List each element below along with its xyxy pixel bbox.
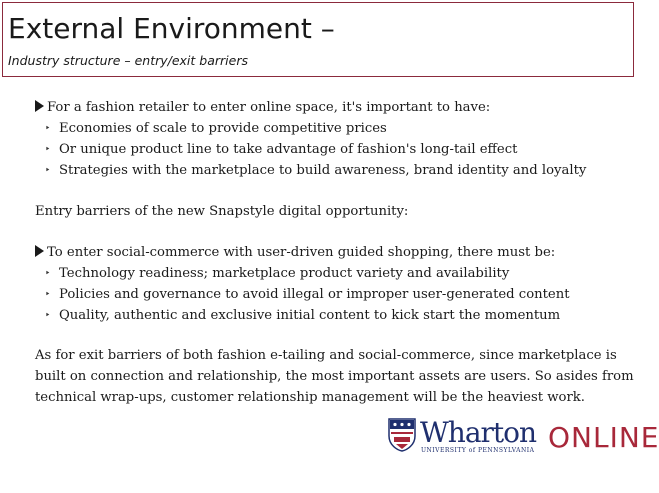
- paragraph-line: As for exit barriers of both fashion e-tailing and social-commerce, since marketplace is: [35, 348, 617, 363]
- wharton-wordmark: Wharton: [420, 416, 537, 449]
- online-wordmark: ONLINE: [548, 421, 659, 454]
- sub-bullet-text: Policies and governance to avoid illegal or improper user-generated content: [59, 287, 570, 302]
- arrow-bullet-icon: [35, 100, 44, 112]
- sub-bullet-text: Technology readiness; marketplace product variety and availability: [59, 266, 510, 281]
- sub-bullet-icon: ‣: [45, 269, 51, 279]
- sub-bullet-icon: ‣: [45, 124, 51, 134]
- university-wordmark: UNIVERSITY of PENNSYLVANIA: [421, 447, 535, 454]
- title-box: [2, 2, 634, 77]
- paragraph: Entry barriers of the new Snapstyle digital opportunity:: [35, 204, 409, 219]
- sub-bullet-text: Quality, authentic and exclusive initial content to kick start the momentum: [59, 308, 561, 323]
- bullet-item: [35, 245, 555, 260]
- sub-bullet-item: [45, 121, 387, 136]
- wharton-online-logo: [388, 416, 659, 458]
- sub-bullet-item: [45, 142, 517, 157]
- bullet-item: [35, 100, 490, 115]
- sub-bullet-icon: ‣: [45, 166, 51, 176]
- sub-bullet-item: [45, 163, 586, 178]
- penn-shield-icon: [388, 418, 416, 452]
- slide-title: External Environment –: [8, 12, 335, 45]
- arrow-bullet-icon: [35, 245, 44, 257]
- sub-bullet-item: [45, 266, 509, 281]
- bullet-text: To enter social-commerce with user-driven guided shopping, there must be:: [47, 245, 556, 260]
- paragraph-line: technical wrap-ups, customer relationship management will be the heaviest work.: [35, 390, 585, 405]
- sub-bullet-text: Or unique product line to take advantage of fashion's long-tail effect: [59, 142, 518, 157]
- sub-bullet-item: [45, 308, 560, 323]
- bullet-text: For a fashion retailer to enter online space, it's important to have:: [47, 100, 491, 115]
- sub-bullet-text: Strategies with the marketplace to build awareness, brand identity and loyalty: [59, 163, 587, 178]
- sub-bullet-text: Economies of scale to provide competitive prices: [59, 121, 387, 136]
- sub-bullet-icon: ‣: [45, 290, 51, 300]
- sub-bullet-item: [45, 287, 570, 302]
- sub-bullet-icon: ‣: [45, 311, 51, 321]
- sub-bullet-icon: ‣: [45, 145, 51, 155]
- paragraph-line: built on connection and relationship, the most important assets are users. So asides from: [35, 369, 634, 384]
- slide-subtitle: Industry structure – entry/exit barriers: [8, 53, 248, 68]
